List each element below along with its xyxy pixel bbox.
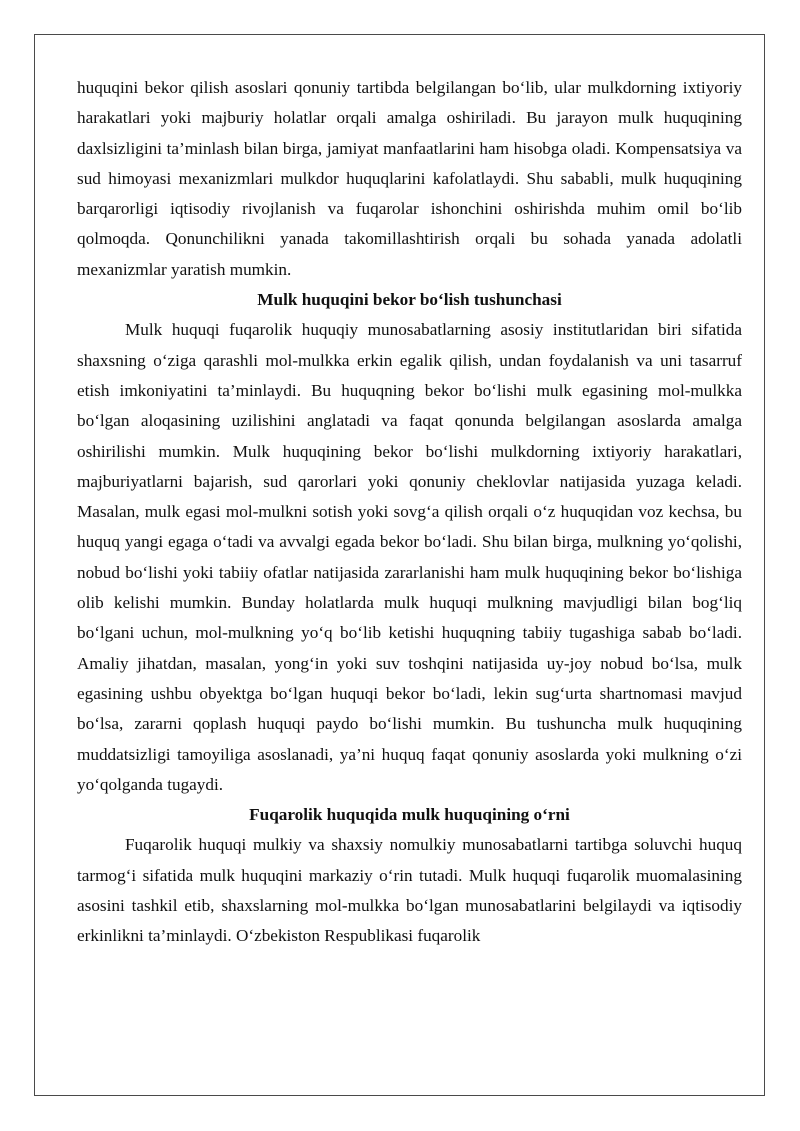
section-heading-civil-law-role: Fuqarolik huquqida mulk huquqining o‘rni: [249, 805, 570, 825]
document-body: [77, 73, 742, 952]
paragraph-continuation: huquqini bekor qilish asoslari qonuniy tartibda belgilangan bo‘lib, ular mulkdorning ixtiyoriy harakatlari yoki majburiy holatlar orqali amalga oshiriladi. Bu jarayon mulk huquqining daxlsizligini ta’minlash bilan birga, jamiyat manfaatlarini ham hisobga oladi. Kompensatsiya va sud himoyasi mexanizmlari mulkdor huquqlarini kafolatlaydi. Shu sababli, mulk huquqining barqarorligi iqtisodiy rivojlanish va fuqarolar ishonchini oshirishda muhim omil bo‘lib qolmoqda. Qonunchilikni yanada takomillashtirish orqali bu sohada yanada adolatli mexanizmlar yaratish mumkin.: [77, 78, 742, 279]
section-heading-termination: Mulk huquqini bekor bo‘lish tushunchasi: [257, 290, 562, 310]
paragraph-civil-law-role: Fuqarolik huquqi mulkiy va shaxsiy nomulkiy munosabatlarni tartibga soluvchi huquq tarmog‘i sifatida mulk huquqini markaziy o‘rin tutadi. Mulk huquqi fuqarolik muomalasining asosini tashkil etib, shaxslarning mol-mulkka bo‘lgan munosabatlarini belgilaydi va iqtisodiy erkinlikni ta’minlaydi. O‘zbekiston Respublikasi fuqarolik: [77, 835, 742, 946]
paragraph-termination-concept: Mulk huquqi fuqarolik huquqiy munosabatlarning asosiy institutlaridan biri sifatida shaxsning o‘ziga qarashli mol-mulkka erkin egalik qilish, undan foydalanish va uni tasarruf etish imkoniyatini ta’minlaydi. Bu huquqning bekor bo‘lishi mulk egasining mol-mulkka bo‘lgan aloqasining uzilishini anglatadi va faqat qonunda belgilangan asoslarda amalga oshirilishi mumkin. Mulk huquqining bekor bo‘lishi mulkdorning ixtiyoriy harakatlari, majburiyatlarni bajarish, sud qarorlari yoki qonuniy cheklovlar natijasida yuzaga keladi. Masalan, mulk egasi mol-mulkni sotish yoki sovg‘a qilish orqali o‘z huquqidan voz kechsa, bu huquq yangi egaga o‘tadi va avvalgi egada bekor bo‘ladi. Shu bilan birga, mulkning yo‘qolishi, nobud bo‘lishi yoki tabiiy ofatlar natijasida zararlanishi ham mulk huquqining bekor bo‘lishiga olib kelishi mumkin. Bunday holatlarda mulk huquqi mulkning mavjudligi bilan bog‘liq bo‘lgani uchun, mol-mulkning yo‘q bo‘lib ketishi huquqning tabiiy tugashiga sabab bo‘ladi. Amaliy jihatdan, masalan, yong‘in yoki suv toshqini natijasida uy-joy nobud bo‘lsa, mulk egasining ushbu obyektga bo‘lgan huquqi bekor bo‘ladi, lekin sug‘urta shartnomasi mavjud bo‘lsa, zararni qoplash huquqi paydo bo‘lishi mumkin. Bu tushuncha mulk huquqining muddatsizligi tamoyiliga asoslanadi, ya’ni huquq faqat qonuniy asoslarda yoki mulkning o‘zi yo‘qolganda tugaydi.: [77, 320, 742, 794]
